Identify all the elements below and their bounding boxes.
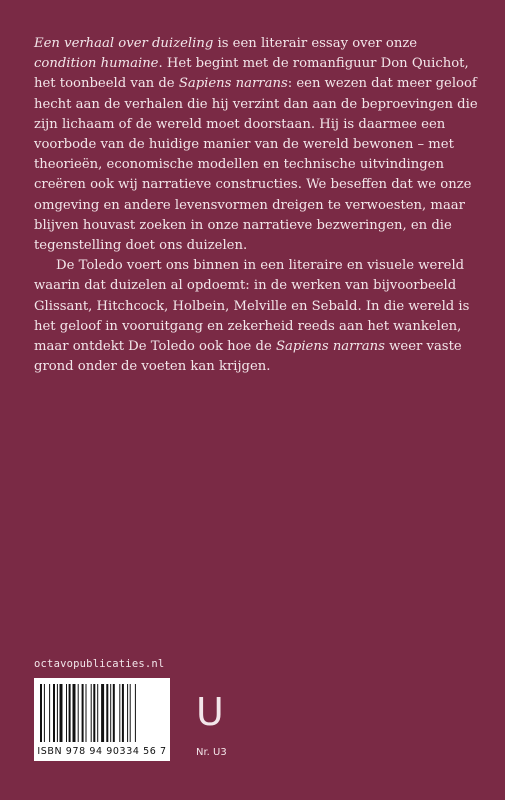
barcode-bar (130, 684, 131, 742)
barcode-bar (97, 684, 98, 742)
barcode-bar (86, 684, 87, 742)
barcode-bar (82, 684, 84, 742)
publisher-website: octavopublicaties.nl (34, 658, 165, 670)
barcode-bar (110, 684, 111, 742)
series-number: Nr. U3 (196, 747, 227, 758)
barcode-bar (93, 684, 95, 742)
barcode-bar (135, 684, 136, 742)
isbn-barcode (34, 678, 170, 761)
barcode-bar (78, 684, 79, 742)
barcode-icon (38, 682, 166, 744)
barcode-bar (40, 684, 42, 742)
barcode-bar (122, 684, 124, 742)
barcode-bar (101, 684, 104, 742)
isbn-number: ISBN 978 94 90334 56 7 (37, 746, 167, 757)
barcode-bar (53, 684, 55, 742)
barcode-bar (69, 684, 71, 742)
barcode-bar (66, 684, 67, 742)
barcode-bar (44, 684, 45, 742)
blurb-paragraph-1: Een verhaal over duizeling is een literair essay over onze condition humaine. Het begint met de romanfiguur Don Quichot, het toonbeeld van de Sapiens narrans: een wezen dat meer geloof hecht aan de verhalen die hij verzint dan aan de beproevingen die zijn lichaam of de wereld moet doorstaan. Hij is daarmee een voorbode van de huidige manier van de wereld bewonen – met theorieën, economische modellen en technische uitvindingen creëren ook wij narratieve constructies. We beseffen dat we onze omgeving en andere levensvormen dreigen te verwoesten, maar blijven houvast zoeken in onze narratieve bezweringen, en die tegenstelling doet ons duizelen. (34, 36, 478, 254)
barcode-bar (119, 684, 120, 742)
barcode-bar (57, 684, 58, 742)
blurb-paragraph-2: De Toledo voert ons binnen in een literaire en visuele wereld waarin dat duizelen al opdoemt: in de werken van bijvoorbeeld Glissant, Hitchcock, Holbein, Melville en Sebald. In die wereld is het geloof in vooruitgang en zekerheid reeds aan het wankelen, maar ontdekt De Toledo ook hoe de Sapiens narrans weer vaste grond onder de voeten kan krijgen. (34, 258, 470, 375)
barcode-bar (113, 684, 115, 742)
barcode-bar (60, 684, 63, 742)
barcode-bar (91, 684, 92, 742)
barcode-bar (49, 684, 50, 742)
barcode-bar (73, 684, 76, 742)
barcode-bar (106, 684, 108, 742)
series-logo: U (196, 690, 224, 734)
barcode-bar (127, 684, 128, 742)
blurb-text (34, 34, 479, 377)
